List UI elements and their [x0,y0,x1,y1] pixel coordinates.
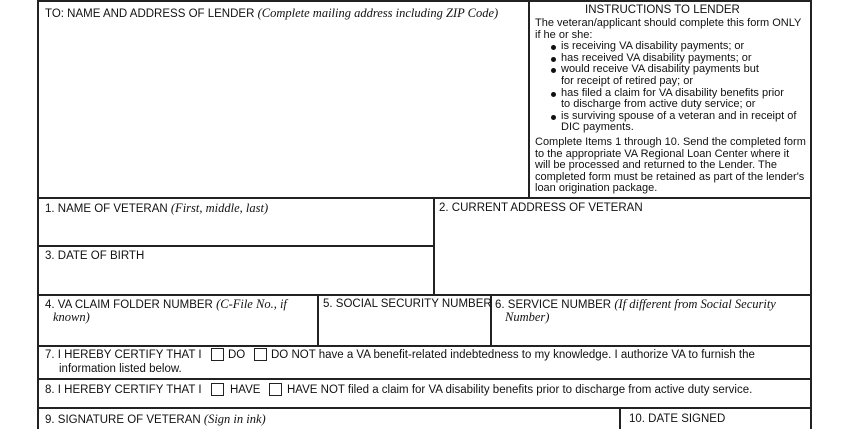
divider-claim-ssn [317,294,319,346]
rule-row5 [37,378,812,380]
veteran-name-field[interactable] [41,216,429,243]
rule-name-dob [37,245,434,247]
address-field[interactable] [437,216,807,292]
divider-lender-instructions [528,0,530,198]
lender-label [45,7,498,21]
border-left [37,0,39,429]
instructions-intro-2: if he or she: [535,28,593,41]
ssn-field[interactable] [321,314,487,343]
border-top [37,0,812,2]
instructions-body [535,18,807,195]
do-label: DO [228,349,246,361]
claim-folder-label-text: 4. VA CLAIM FOLDER NUMBER [45,299,213,311]
bullet-text: is receiving VA disability payments; or [561,40,745,53]
instructions-bullets [547,41,807,134]
bullet-text-cont: to discharge from active duty service; or [561,98,756,111]
bullet-item [547,88,807,111]
lender-address-field[interactable] [41,24,525,194]
complete-line: Complete Items 1 through 10. Send the completed form [535,135,806,148]
service-number-label-text: 6. SERVICE NUMBER [495,299,612,311]
address-label: 2. CURRENT ADDRESS OF VETERAN [439,202,643,214]
veteran-name-label [45,202,268,216]
complete-line: will be processed and returned to the Lender. The [535,159,777,172]
ssn-label: 5. SOCIAL SECURITY NUMBER [323,298,492,310]
do-checkbox[interactable] [211,348,224,361]
bullet-text: would receive VA disability payments but [561,63,759,76]
rule-row3 [37,294,812,296]
claim-folder-hint: (C-File No., if [216,297,287,311]
complete-line: to the appropriate VA Regional Loan Center where it [535,147,790,160]
lender-label-hint: (Complete mailing address including ZIP Code) [257,6,499,20]
service-number-hint-cont: Number) [505,310,550,324]
date-signed-field[interactable] [623,410,808,429]
complete-line: loan origination package. [535,182,658,195]
bullet-text: has received VA disability payments; or [561,51,752,64]
border-right [810,0,812,429]
certify-claim-prefix: 8. I HEREBY CERTIFY THAT I [45,384,202,396]
dob-field[interactable] [41,264,429,292]
service-number-hint: (If different from Social Security [614,297,776,311]
veteran-name-label-text: 1. NAME OF VETERAN [45,203,168,215]
bullet-text-cont: for receipt of retired pay; or [561,74,694,87]
have-not-checkbox[interactable] [269,383,282,396]
service-number-field[interactable] [494,322,806,343]
rule-row1 [37,197,812,199]
have-checkbox[interactable] [211,383,224,396]
do-not-checkbox[interactable] [254,348,267,361]
claim-folder-field[interactable] [41,322,313,343]
signature-hint: (Sign in ink) [203,412,266,426]
veteran-name-hint: (First, middle, last) [170,201,269,215]
instructions-intro-1: The veteran/applicant should complete this form ONLY [535,17,802,29]
bullet-item [547,64,807,87]
do-not-label: DO NOT have a VA benefit-related indebtedness to my knowledge. I authorize VA to furnish the [271,349,755,361]
instructions-complete [535,137,807,195]
dob-label: 3. DATE OF BIRTH [45,250,145,262]
certify-debt-prefix: 7. I HEREBY CERTIFY THAT I [45,349,202,361]
divider-signature-date [619,407,621,429]
date-signed-label: 10. DATE SIGNED [629,413,726,425]
have-label: HAVE [230,384,261,396]
claim-folder-hint-cont: known) [53,310,90,324]
signature-field[interactable] [41,410,615,429]
instructions-title: INSTRUCTIONS TO LENDER [585,4,740,16]
rule-row6 [37,407,812,409]
lender-label-text: TO: NAME AND ADDRESS OF LENDER [45,8,255,20]
complete-line: completed form must be retained as part of the lender's [535,170,805,183]
service-number-label [495,298,776,324]
bullet-text-cont: DIC payments. [561,121,634,134]
va-form [37,0,812,429]
rule-row4 [37,345,812,347]
bullet-text: has filed a claim for VA disability benefits prior [561,86,784,99]
signature-label-text: 9. SIGNATURE OF VETERAN [45,414,201,426]
claim-folder-label [45,298,287,324]
bullet-item [547,111,807,134]
certify-debt-line2: information listed below. [59,363,182,375]
bullet-text: is surviving spouse of a veteran and in receipt of [561,109,797,122]
have-not-label: HAVE NOT filed a claim for VA disability benefits prior to discharge from active duty service. [287,384,753,396]
